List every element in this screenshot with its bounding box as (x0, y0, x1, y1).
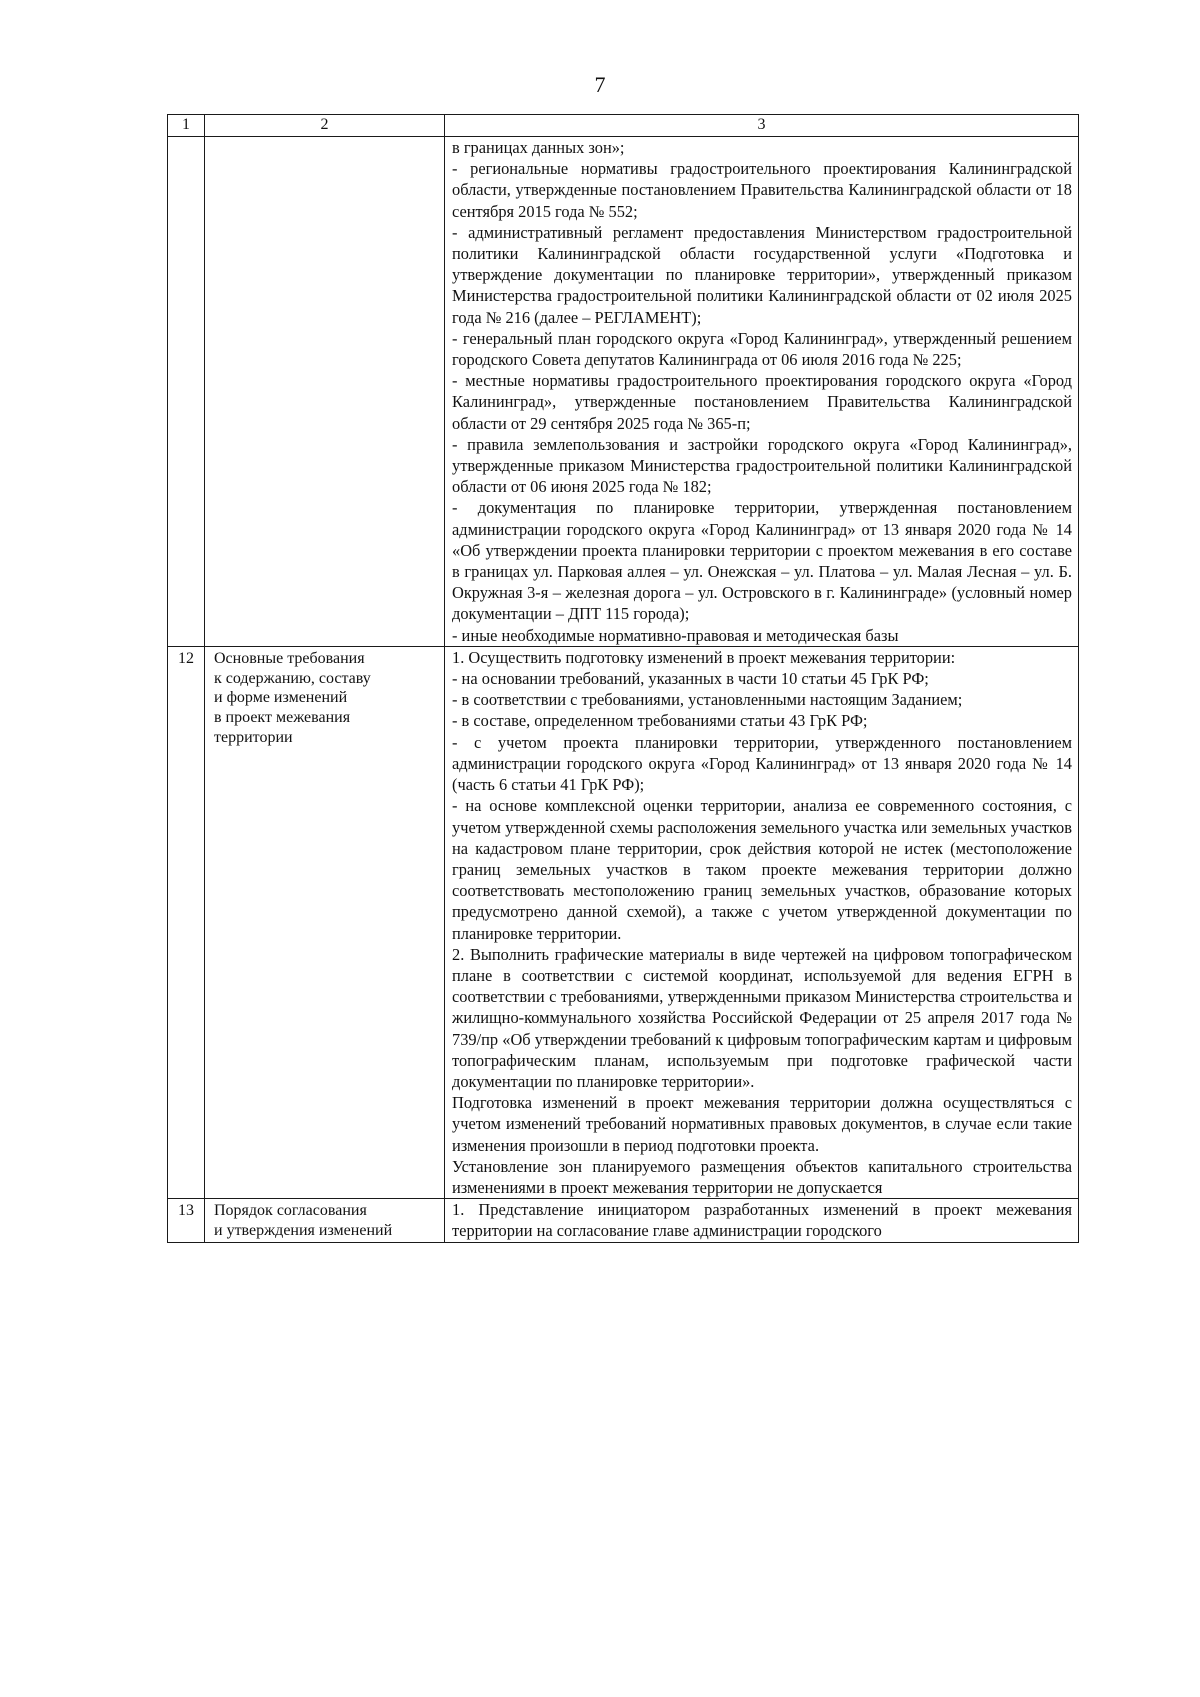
table-row (168, 646, 1079, 1198)
row-number: 12 (168, 646, 205, 1198)
column-header-3: 3 (445, 115, 1079, 137)
content-paragraph: - генеральный план городского округа «Город Калининград», утвержденный решением городского Совета депутатов Калининграда от 06 июля 2016 года № 225; (452, 328, 1072, 370)
row-title-line: и утверждения изменений (214, 1221, 393, 1239)
content-paragraph: - административный регламент предоставления Министерством градостроительной политики Калининградской области государственной услуги «Подготовка и утверждение документации по планировке территории», утвержденный приказом Министерства градостроительной политики Калининградской области от 02 июля 2025 года № 216 (далее – РЕГЛАМЕНТ); (452, 222, 1072, 327)
row-content (445, 646, 1079, 1198)
row-content (445, 137, 1079, 647)
requirements-table (167, 114, 1079, 1243)
row-title (205, 1199, 445, 1242)
column-header-2: 2 (205, 115, 445, 137)
content-paragraph: - региональные нормативы градостроительного проектирования Калининградской области, утвержденные постановлением Правительства Калининградской области от 18 сентября 2015 года № 552; (452, 159, 1072, 221)
row-title-line: Порядок согласования (214, 1202, 367, 1220)
content-paragraph: - местные нормативы градостроительного проектирования городского округа «Город Калининград», утвержденные постановлением Правительства Калининградской области от 29 сентября 2025 года № 365-п; (452, 371, 1072, 433)
content-paragraph: - с учетом проекта планировки территории, утвержденного постановлением администрации городского округа «Город Калининград» от 13 января 2020 года № 14 (часть 6 статьи 41 ГрК РФ); (452, 732, 1072, 795)
content-paragraph: Подготовка изменений в проект межевания территории должна осуществляться с учетом изменений требований нормативных правовых документов, в случае если такие изменения произошли в период подготовки проекта. (452, 1093, 1072, 1155)
content-paragraph: - на основе комплексной оценки территории, анализа ее современного состояния, с учетом утвержденной схемы расположения земельного участка или земельных участков на кадастровом плане территории, срок действия которой не истек (местоположение границ земельных участков в таком проекте межевания территории должно соответствовать местоположению границ земельных участков, образование которых предусмотрено данной схемой), а также с учетом утвержденной документации по планировке территории. (452, 796, 1072, 943)
row-title-line: территории (214, 729, 293, 747)
table-body (168, 137, 1079, 1243)
row-title (205, 137, 445, 647)
content-paragraph: - в соответствии с требованиями, установленными настоящим Заданием; (452, 690, 963, 710)
column-header-1: 1 (168, 115, 205, 137)
content-paragraph: Установление зон планируемого размещения объектов капитального строительства изменениями в проект межевания территории не допускается (452, 1156, 1072, 1197)
row-number: 13 (168, 1199, 205, 1242)
content-paragraph: - на основании требований, указанных в части 10 статьи 45 ГрК РФ; (452, 669, 929, 689)
table-header-row (168, 115, 1079, 137)
content-paragraph: 2. Выполнить графические материалы в виде чертежей на цифровом топографическом плане в соответствии с системой координат, используемой для ведения ЕГРН в соответствии с требованиями, утвержденными приказом Министерства строительства и жилищно-коммунального хозяйства Российской Федерации от 25 апреля 2017 года № 739/пр «Об утверждении требований к цифровым топографическим картам и цифровым топографическим планам, используемым при подготовке графической части документации по планировке территории». (452, 944, 1072, 1091)
content-paragraph: - документация по планировке территории, утвержденная постановлением администрации городского округа «Город Калининград» от 13 января 2020 года № 14 «Об утверждении проекта планировки территории с проектом межевания в его составе в границах ул. Парковая аллея – ул. Онежская – ул. Платова – ул. Малая Лесная – ул. Б. Окружная 3-я – железная дорога – ул. Островского в г. Калининграде» (условный номер документации – ДПТ 115 города); (452, 498, 1072, 624)
table-row (168, 1199, 1079, 1242)
content-paragraph: в границах данных зон»; (452, 138, 625, 157)
row-title-line: Основные требования (214, 649, 365, 667)
table-row (168, 137, 1079, 647)
row-title-line: в проект межевания (214, 709, 351, 727)
content-paragraph: - правила землепользования и застройки городского округа «Город Калининград», утвержденные приказом Министерства градостроительной политики Калининградской области от 06 июня 2025 года № 182; (452, 434, 1072, 497)
row-title (205, 646, 445, 1198)
content-paragraph: 1. Осуществить подготовку изменений в проект межевания территории: (452, 647, 956, 667)
page-number: 7 (594, 72, 606, 97)
row-number (168, 137, 205, 647)
row-title-line: к содержанию, составу (214, 669, 371, 687)
content-paragraph: - в составе, определенном требованиями статьи 43 ГрК РФ; (452, 711, 868, 731)
row-content (445, 1199, 1079, 1242)
content-paragraph: - иные необходимые нормативно-правовая и методическая базы (452, 625, 899, 645)
content-paragraph: 1. Представление инициатором разработанных изменений в проект межевания территории на согласование главе администрации городского (452, 1200, 1072, 1241)
row-title-line: и форме изменений (214, 689, 348, 707)
